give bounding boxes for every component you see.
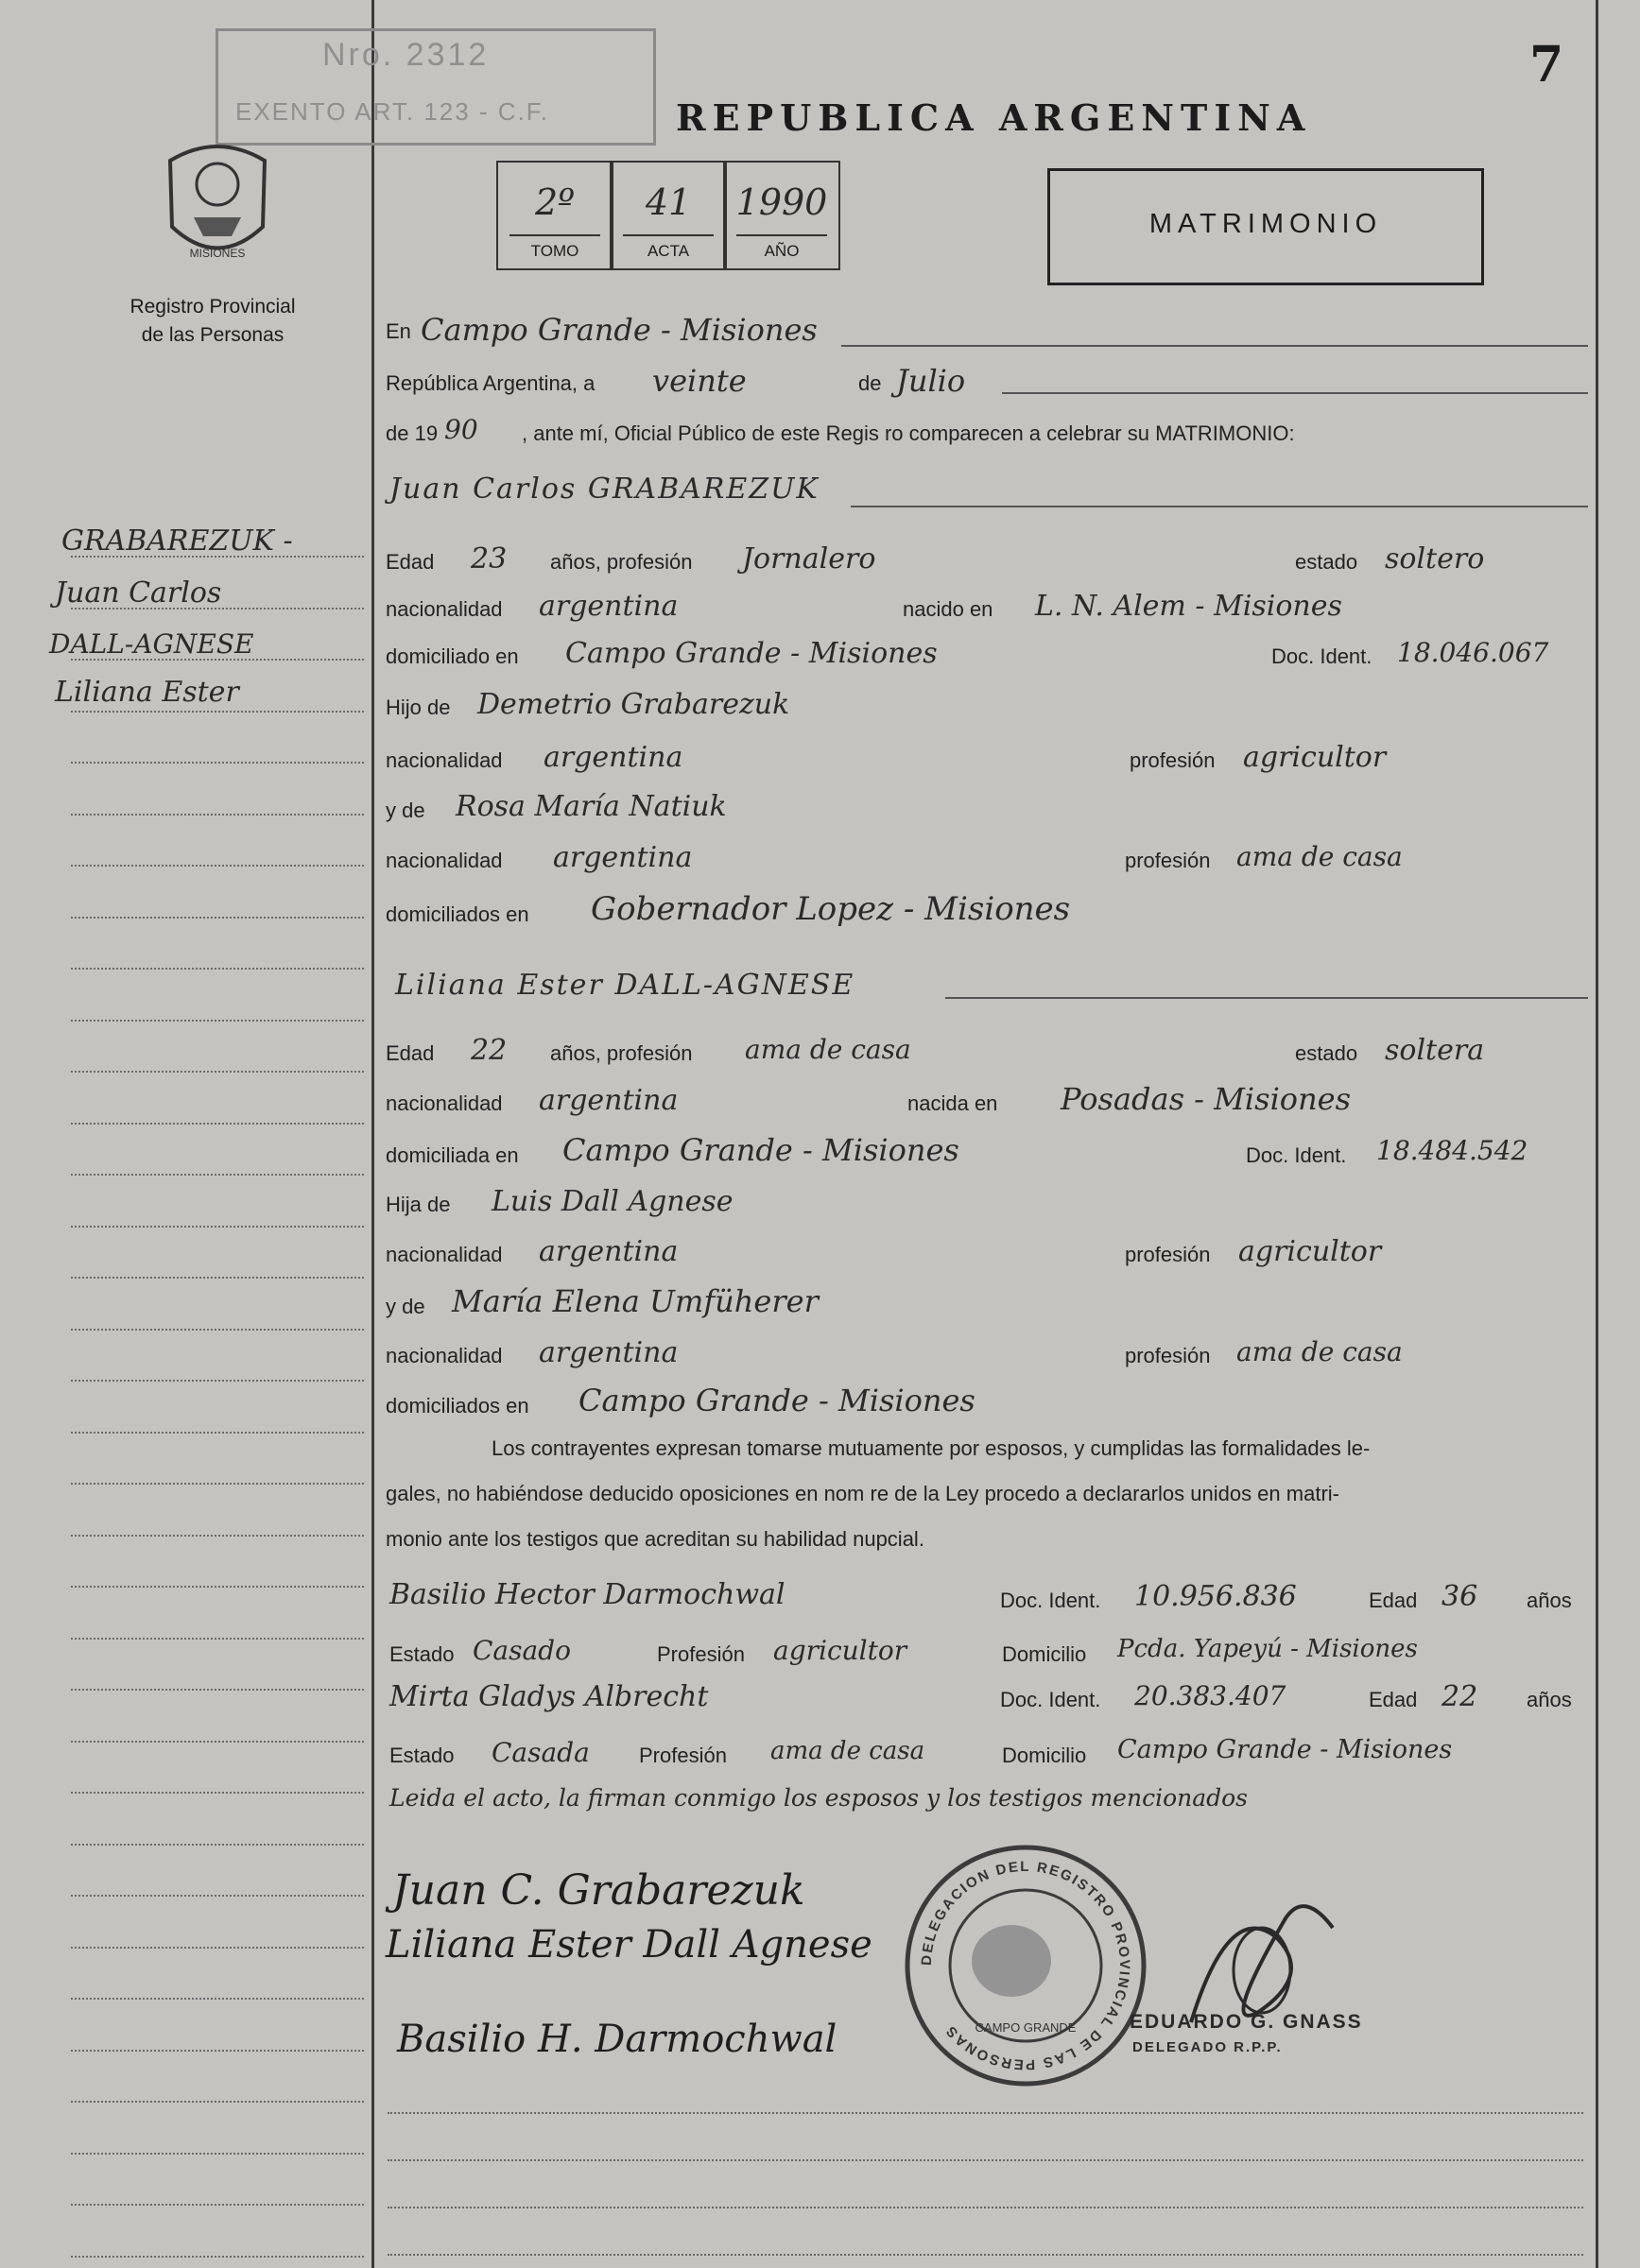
groom-profession: Jornalero xyxy=(742,542,876,576)
margin-dotted-line xyxy=(71,659,364,661)
stamp-line-1: Nro. 2312 xyxy=(322,37,490,73)
bride-mother-profession: ama de casa xyxy=(1236,1336,1403,1367)
bride-mother-nationality: argentina xyxy=(539,1336,679,1369)
official-name: EDUARDO G. GNASS xyxy=(1130,2011,1363,2033)
witness2-edad-label: Edad xyxy=(1369,1688,1418,1711)
groom-name: Juan Carlos GRABAREZUK xyxy=(389,472,820,506)
witness2-estado: Casada xyxy=(492,1737,590,1768)
witness2-doc-label: Doc. Ident. xyxy=(1000,1688,1101,1711)
witness1-prof-label: Profesión xyxy=(657,1642,745,1666)
margin-dotted-line xyxy=(71,2153,364,2155)
blank-rule-line xyxy=(388,2207,1583,2208)
margin-dotted-line xyxy=(71,608,364,610)
margin-dotted-line xyxy=(71,2050,364,2052)
margin-note-2: Juan Carlos xyxy=(55,576,222,610)
margin-dotted-line xyxy=(71,1483,364,1485)
groom-mother-nac-label: nacionalidad xyxy=(386,849,503,872)
anio-box xyxy=(723,161,840,270)
margin-dotted-line xyxy=(71,1689,364,1691)
margin-note-3: DALL-AGNESE xyxy=(49,628,254,660)
groom-mother-label: y de xyxy=(386,799,425,822)
margin-dotted-line xyxy=(71,1586,364,1588)
seal-place: CAMPO GRANDE xyxy=(975,2020,1077,2035)
groom-father-label: Hijo de xyxy=(386,696,451,719)
bride-domicile: Campo Grande - Misiones xyxy=(562,1132,959,1168)
bride-mother: María Elena Umfüherer xyxy=(452,1283,819,1319)
bride-age: 22 xyxy=(471,1034,508,1067)
groom-father-profession: agricultor xyxy=(1243,741,1387,774)
bride-profesion-label: años, profesión xyxy=(550,1041,693,1065)
margin-dotted-line xyxy=(71,1174,364,1176)
bride-nacida-label: nacida en xyxy=(907,1091,998,1115)
doc-type-label: MATRIMONIO xyxy=(1148,209,1383,239)
intro-place: Campo Grande - Misiones xyxy=(421,312,818,348)
groom-father-nac-label: nacionalidad xyxy=(386,748,503,772)
margin-dotted-line xyxy=(71,865,364,867)
margin-dotted-line xyxy=(71,1432,364,1434)
margin-dotted-line xyxy=(71,711,364,713)
declaration-line-1: Los contrayentes expresan tomarse mutuamente por esposos, y cumplidas las formalidades le- xyxy=(492,1436,1371,1460)
margin-note-4: Liliana Ester xyxy=(55,676,239,709)
acta-value: 41 xyxy=(645,181,692,223)
groom-mother-nationality: argentina xyxy=(553,841,693,874)
groom-profesion-label: años, profesión xyxy=(550,550,693,574)
witness2-age: 22 xyxy=(1441,1680,1478,1713)
anio-label: AÑO xyxy=(764,242,800,260)
bride-doc: 18.484.542 xyxy=(1376,1135,1528,1166)
bride-nationality: argentina xyxy=(539,1084,679,1117)
margin-dotted-line xyxy=(71,2256,364,2258)
bride-mother-label: y de xyxy=(386,1295,425,1318)
country-title: REPUBLICA ARGENTINA xyxy=(676,96,1312,139)
margin-dotted-line xyxy=(71,1844,364,1846)
bride-father-prof-label: profesión xyxy=(1125,1243,1211,1266)
witness2-dom-label: Domicilio xyxy=(1002,1744,1087,1767)
intro-month: Julio xyxy=(896,363,966,399)
registry-line-2: de las Personas xyxy=(141,324,285,346)
witness1-dom-label: Domicilio xyxy=(1002,1642,1087,1666)
left-margin-line xyxy=(371,0,374,2268)
margin-dotted-line xyxy=(71,762,364,764)
margin-dotted-line xyxy=(71,1792,364,1794)
groom-father-prof-label: profesión xyxy=(1130,748,1216,772)
margin-dotted-line xyxy=(71,1535,364,1537)
groom-doc: 18.046.067 xyxy=(1397,637,1549,668)
tomo-box xyxy=(496,161,613,270)
bride-father-profession: agricultor xyxy=(1238,1235,1382,1268)
intro-year-suffix: 90 xyxy=(444,414,478,445)
bride-doc-label: Doc. Ident. xyxy=(1246,1143,1347,1167)
margin-dotted-line xyxy=(71,1638,364,1640)
bride-father-nationality: argentina xyxy=(539,1235,679,1268)
witness2-doc: 20.383.407 xyxy=(1134,1680,1286,1711)
margin-dotted-line xyxy=(71,1947,364,1949)
margin-note-1: GRABAREZUK - xyxy=(61,524,293,558)
witness1-anos-label: años xyxy=(1527,1589,1572,1612)
witness1-profession: agricultor xyxy=(773,1635,907,1666)
bride-birthplace: Posadas - Misiones xyxy=(1061,1081,1352,1117)
stamp-line-2: EXENTO ART. 123 - C.F. xyxy=(235,97,550,126)
groom-estado-label: estado xyxy=(1295,550,1358,574)
bride-estado: soltera xyxy=(1385,1034,1485,1067)
groom-parents-dom-label: domiciliados en xyxy=(386,902,529,926)
intro-day: veinte xyxy=(652,363,747,399)
margin-dotted-line xyxy=(71,1741,364,1743)
registry-label xyxy=(90,293,336,350)
seal-text: MISIONES xyxy=(189,247,246,260)
closing-text: Leida el acto, la firman conmigo los esposos y los testigos mencionados xyxy=(389,1784,1249,1812)
blank-rule-line xyxy=(388,2254,1583,2256)
witness1-domicile: Pcda. Yapeyú - Misiones xyxy=(1117,1635,1418,1663)
anio-value: 1990 xyxy=(735,181,828,223)
margin-dotted-line xyxy=(71,917,364,919)
groom-nacido-label: nacido en xyxy=(903,597,993,621)
bride-nac-label: nacionalidad xyxy=(386,1091,503,1115)
declaration-line-3: monio ante los testigos que acreditan su habilidad nupcial. xyxy=(386,1527,924,1551)
margin-dotted-line xyxy=(71,2101,364,2103)
bride-parents-dom-label: domiciliados en xyxy=(386,1394,529,1418)
witness2-profession: ama de casa xyxy=(770,1737,925,1765)
margin-dotted-line xyxy=(71,1226,364,1228)
groom-dom-label: domiciliado en xyxy=(386,644,519,668)
witness1-doc: 10.956.836 xyxy=(1134,1580,1297,1613)
signature-bride: Liliana Ester Dall Agnese xyxy=(386,1923,872,1967)
intro-de-label: de xyxy=(858,371,882,395)
official-title: DELEGADO R.P.P. xyxy=(1132,2039,1283,2055)
intro-rep-label: República Argentina, a xyxy=(386,371,596,395)
intro-en-label: En xyxy=(386,319,411,343)
groom-estado: soltero xyxy=(1385,542,1485,576)
witness2-anos-label: años xyxy=(1527,1688,1572,1711)
tomo-value: 2º xyxy=(534,181,576,223)
bride-profession: ama de casa xyxy=(745,1034,911,1065)
groom-father: Demetrio Grabarezuk xyxy=(477,688,790,721)
groom-birthplace: L. N. Alem - Misiones xyxy=(1035,590,1342,623)
bride-edad-label: Edad xyxy=(386,1041,435,1065)
bride-estado-label: estado xyxy=(1295,1041,1358,1065)
margin-dotted-line xyxy=(71,1123,364,1125)
bride-father: Luis Dall Agnese xyxy=(492,1185,734,1218)
bride-dom-label: domiciliada en xyxy=(386,1143,519,1167)
blank-rule-line xyxy=(388,2112,1583,2114)
margin-dotted-line xyxy=(71,1895,364,1897)
bride-name: Liliana Ester DALL-AGNESE xyxy=(395,969,855,1002)
witness1-doc-label: Doc. Ident. xyxy=(1000,1589,1101,1612)
groom-domicile: Campo Grande - Misiones xyxy=(565,637,938,670)
acta-box xyxy=(610,161,727,270)
official-seal-icon xyxy=(903,1838,1148,2093)
exempt-stamp xyxy=(216,28,656,146)
margin-dotted-line xyxy=(71,2204,364,2206)
bride-mother-nac-label: nacionalidad xyxy=(386,1344,503,1367)
witness2-domicile: Campo Grande - Misiones xyxy=(1117,1735,1453,1764)
groom-parents-domicile: Gobernador Lopez - Misiones xyxy=(591,890,1071,928)
right-margin-line xyxy=(1596,0,1598,2268)
margin-dotted-line xyxy=(71,1380,364,1382)
witness2-name: Mirta Gladys Albrecht xyxy=(389,1680,709,1713)
witness1-edad-label: Edad xyxy=(1369,1589,1418,1612)
signature-witness: Basilio H. Darmochwal xyxy=(397,2018,837,2061)
doc-type-box xyxy=(1047,168,1484,285)
bride-mother-prof-label: profesión xyxy=(1125,1344,1211,1367)
tomo-label: TOMO xyxy=(530,242,579,260)
blank-rule-line xyxy=(388,2159,1583,2161)
acta-label: ACTA xyxy=(647,242,690,260)
groom-father-nationality: argentina xyxy=(544,741,683,774)
groom-mother-prof-label: profesión xyxy=(1125,849,1211,872)
groom-age: 23 xyxy=(471,542,508,576)
page-number: 7 xyxy=(1529,36,1564,94)
groom-nac-label: nacionalidad xyxy=(386,597,503,621)
margin-dotted-line xyxy=(71,968,364,970)
margin-dotted-line xyxy=(71,556,364,558)
registry-line-1: Registro Provincial xyxy=(129,296,296,318)
bride-father-label: Hija de xyxy=(386,1193,451,1216)
margin-dotted-line xyxy=(71,1071,364,1073)
seal-ring-text: DELEGACION DEL REGISTRO PROVINCIAL DE LAS PERSONAS xyxy=(918,1858,1133,2073)
groom-mother-profession: ama de casa xyxy=(1236,841,1403,872)
witness1-name: Basilio Hector Darmochwal xyxy=(389,1578,785,1611)
margin-dotted-line xyxy=(71,1277,364,1279)
intro-text: , ante mí, Oficial Público de este Regis ro comparecen a celebrar su MATRIMONIO: xyxy=(522,421,1295,445)
declaration-line-2: gales, no habiéndose deducido oposiciones en nom re de la Ley procedo a declararlos unidos en matri- xyxy=(386,1482,1339,1505)
groom-nationality: argentina xyxy=(539,590,679,623)
witness1-estado: Casado xyxy=(473,1635,571,1666)
witness2-estado-label: Estado xyxy=(389,1744,455,1767)
margin-dotted-line xyxy=(71,1998,364,2000)
bride-father-nac-label: nacionalidad xyxy=(386,1243,503,1266)
provincial-seal-icon xyxy=(151,132,284,274)
witness1-age: 36 xyxy=(1441,1580,1478,1613)
margin-dotted-line xyxy=(71,814,364,816)
signature-groom: Juan C. Grabarezuk xyxy=(392,1866,805,1915)
groom-doc-label: Doc. Ident. xyxy=(1271,644,1372,668)
bride-parents-domicile: Campo Grande - Misiones xyxy=(578,1383,975,1418)
margin-dotted-line xyxy=(71,1020,364,1022)
intro-year-prefix: de 19 xyxy=(386,421,439,445)
margin-dotted-line xyxy=(71,1329,364,1331)
witness1-estado-label: Estado xyxy=(389,1642,455,1666)
groom-edad-label: Edad xyxy=(386,550,435,574)
witness2-prof-label: Profesión xyxy=(639,1744,727,1767)
groom-mother: Rosa María Natiuk xyxy=(456,790,727,823)
